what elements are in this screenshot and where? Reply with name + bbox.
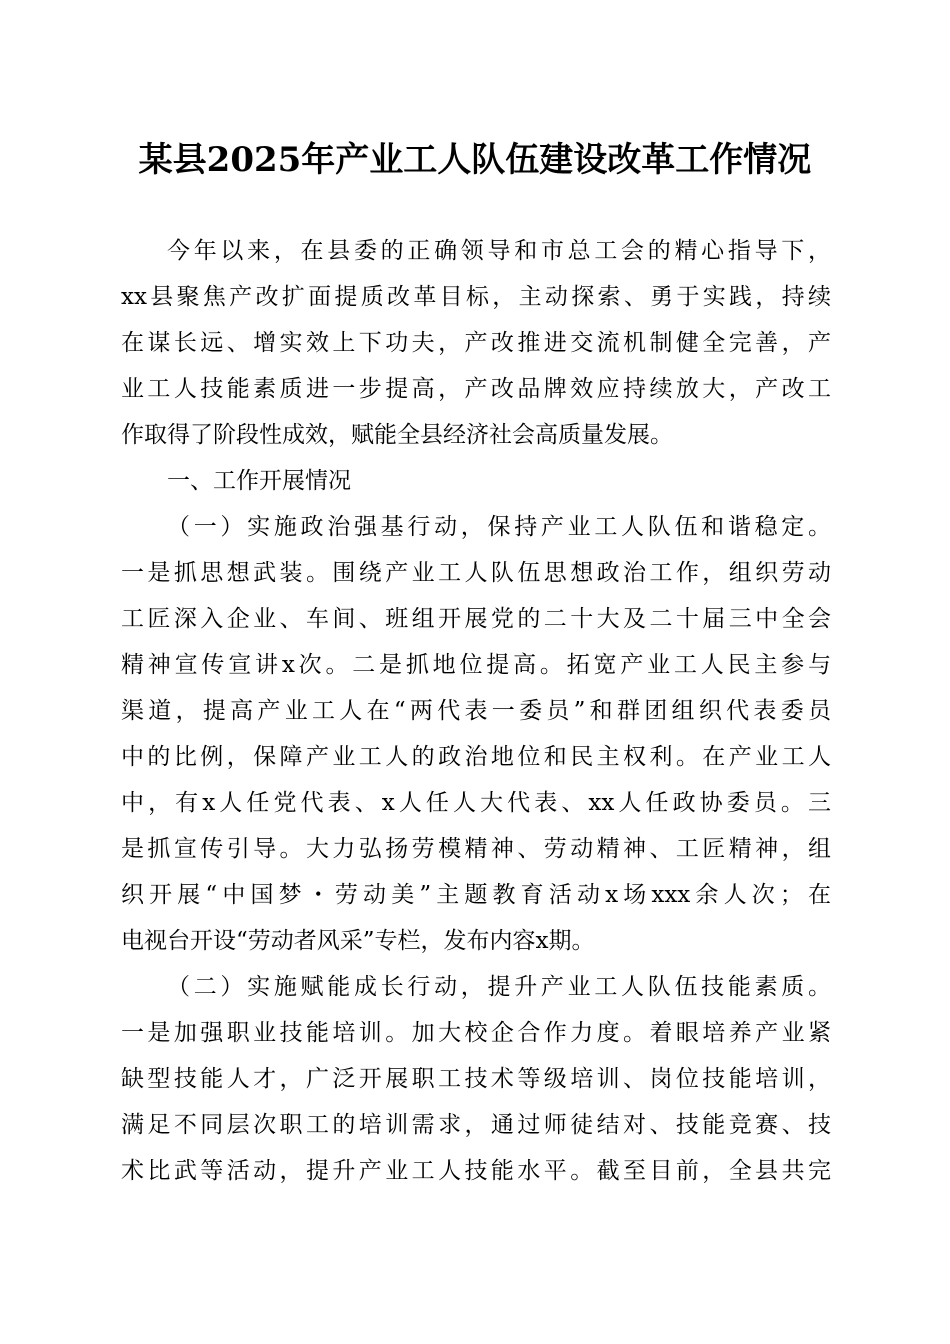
subsection-1-line: （一）实施政治强基行动，保持产业工人队伍和谐稳定。 xyxy=(167,514,831,540)
subsection-2-line: 满足不同层次职工的培训需求，通过师徒结对、技能竞赛、技 xyxy=(121,1112,831,1138)
intro-line: xx县聚焦产改扩面提质改革目标，主动探索、勇于实践，持续 xyxy=(121,284,831,310)
document-title: 某县2025年产业工人队伍建设改革工作情况 xyxy=(138,140,812,180)
subsection-1-line: 工匠深入企业、车间、班组开展党的二十大及二十届三中全会 xyxy=(121,606,831,632)
subsection-2-line: （二）实施赋能成长行动，提升产业工人队伍技能素质。 xyxy=(167,974,831,1000)
subsection-1-line: 一是抓思想武装。围绕产业工人队伍思想政治工作，组织劳动 xyxy=(121,560,831,586)
subsection-2-line: 术比武等活动，提升产业工人技能水平。截至目前，全县共完 xyxy=(121,1158,831,1184)
subsection-1-line: 中的比例，保障产业工人的政治地位和民主权利。在产业工人 xyxy=(121,744,831,770)
subsection-2-line: 一是加强职业技能培训。加大校企合作力度。着眼培养产业紧 xyxy=(121,1020,831,1046)
subsection-1-line: 渠道，提高产业工人在“两代表一委员”和群团组织代表委员 xyxy=(121,698,831,724)
subsection-1-line: 中，有x人任党代表、x人任人大代表、xx人任政协委员。三 xyxy=(121,790,831,816)
section-heading: 一、工作开展情况 xyxy=(167,468,351,494)
subsection-1-line: 精神宣传宣讲x次。二是抓地位提高。拓宽产业工人民主参与 xyxy=(121,652,831,678)
intro-line: 在谋长远、增实效上下功夫，产改推进交流机制健全完善，产 xyxy=(121,330,831,356)
subsection-2-line: 缺型技能人才，广泛开展职工技术等级培训、岗位技能培训， xyxy=(121,1066,831,1092)
subsection-1-line: 织开展“中国梦・劳动美”主题教育活动x场xxx余人次；在 xyxy=(121,882,831,908)
intro-line: 业工人技能素质进一步提高，产改品牌效应持续放大，产改工 xyxy=(121,376,831,402)
intro-line: 作取得了阶段性成效，赋能全县经济社会高质量发展。 xyxy=(121,422,673,448)
subsection-1-line: 电视台开设“劳动者风采”专栏，发布内容x期。 xyxy=(121,928,595,954)
intro-line: 今年以来，在县委的正确领导和市总工会的精心指导下， xyxy=(167,238,831,264)
document-body xyxy=(121,228,831,1194)
subsection-1-line: 是抓宣传引导。大力弘扬劳模精神、劳动精神、工匠精神，组 xyxy=(121,836,831,862)
